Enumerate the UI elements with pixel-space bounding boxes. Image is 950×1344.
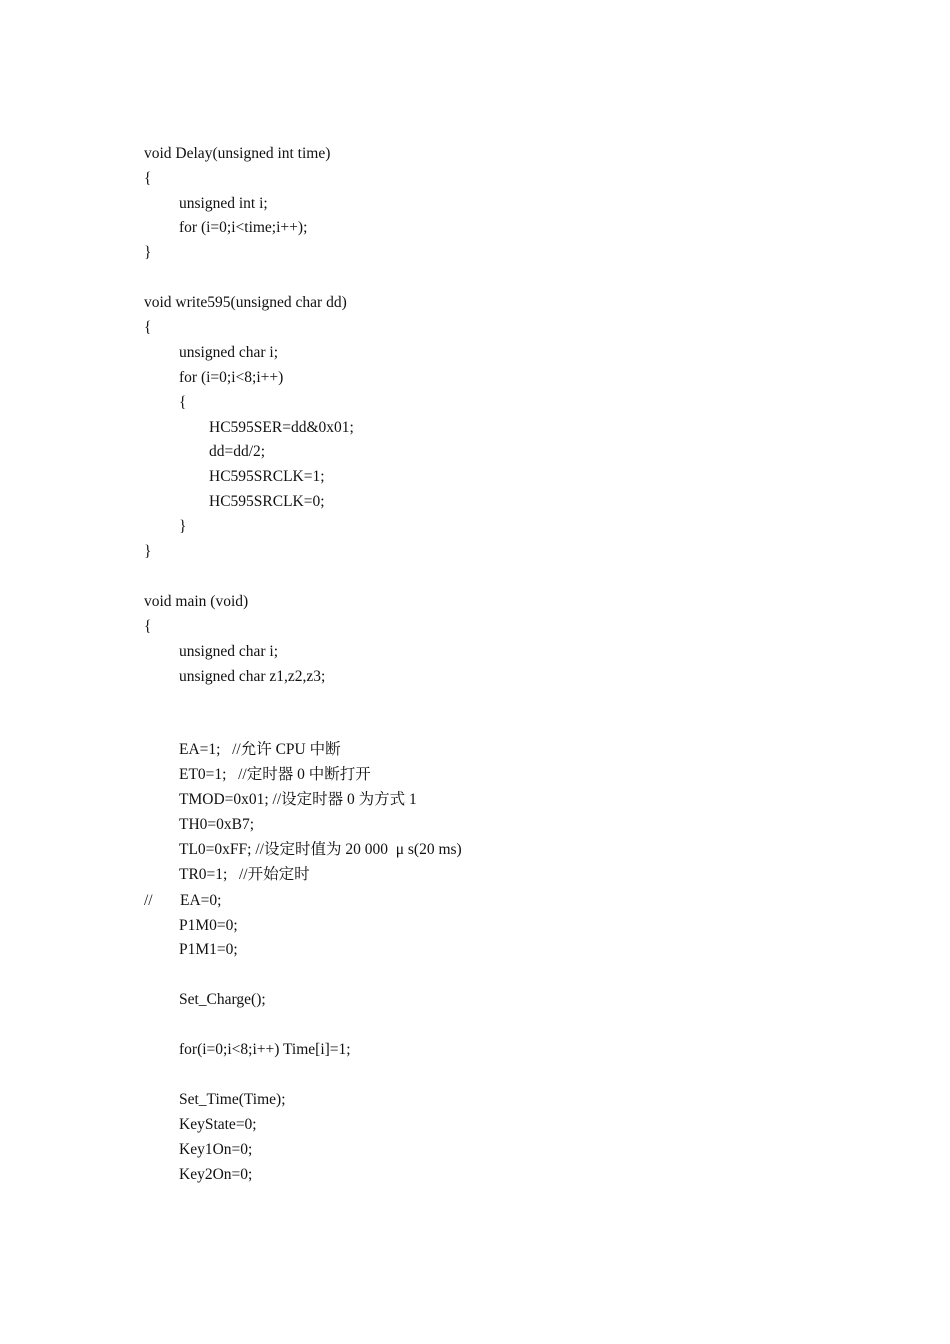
code-line: TR0=1; //开始定时 xyxy=(179,866,310,883)
code-line: Key1On=0; xyxy=(179,1141,253,1158)
code-line: HC595SRCLK=1; xyxy=(209,468,325,485)
code-line: Set_Charge(); xyxy=(179,991,266,1008)
code-line: { xyxy=(144,618,152,635)
code-line: HC595SRCLK=0; xyxy=(209,493,325,510)
code-line: HC595SER=dd&0x01; xyxy=(209,419,354,436)
code-line: void write595(unsigned char dd) xyxy=(144,294,347,311)
code-line: } xyxy=(179,518,187,535)
code-line: TH0=0xB7; xyxy=(179,816,255,833)
code-line: unsigned int i; xyxy=(179,195,268,212)
code-line: void Delay(unsigned int time) xyxy=(144,145,331,162)
code-line: { xyxy=(144,170,152,187)
code-line: Set_Time(Time); xyxy=(179,1091,286,1108)
code-line: P1M0=0; xyxy=(179,917,238,934)
code-line: dd=dd/2; xyxy=(209,443,266,460)
code-line: { xyxy=(179,394,187,411)
code-line: for(i=0;i<8;i++) Time[i]=1; xyxy=(179,1041,351,1058)
code-line: for (i=0;i<8;i++) xyxy=(179,369,284,386)
code-line: Key2On=0; xyxy=(179,1166,253,1183)
code-line: ET0=1; //定时器 0 中断打开 xyxy=(179,766,371,783)
code-line: unsigned char i; xyxy=(179,344,279,361)
code-line: { xyxy=(144,319,152,336)
code-line: TL0=0xFF; //设定时值为 20 000 μ s(20 ms) xyxy=(179,841,462,858)
code-comment-marker: // xyxy=(144,892,153,909)
code-line: unsigned char z1,z2,z3; xyxy=(179,668,326,685)
code-line: P1M1=0; xyxy=(179,941,238,958)
code-line: void main (void) xyxy=(144,593,249,610)
code-line: EA=0; xyxy=(180,892,222,909)
code-line: unsigned char i; xyxy=(179,643,279,660)
code-line: TMOD=0x01; //设定时器 0 为方式 1 xyxy=(179,791,417,808)
code-line: EA=1; //允许 CPU 中断 xyxy=(179,741,341,758)
code-line: for (i=0;i<time;i++); xyxy=(179,219,308,236)
code-line: KeyState=0; xyxy=(179,1116,257,1133)
code-line: } xyxy=(144,543,152,560)
code-line: } xyxy=(144,244,152,261)
